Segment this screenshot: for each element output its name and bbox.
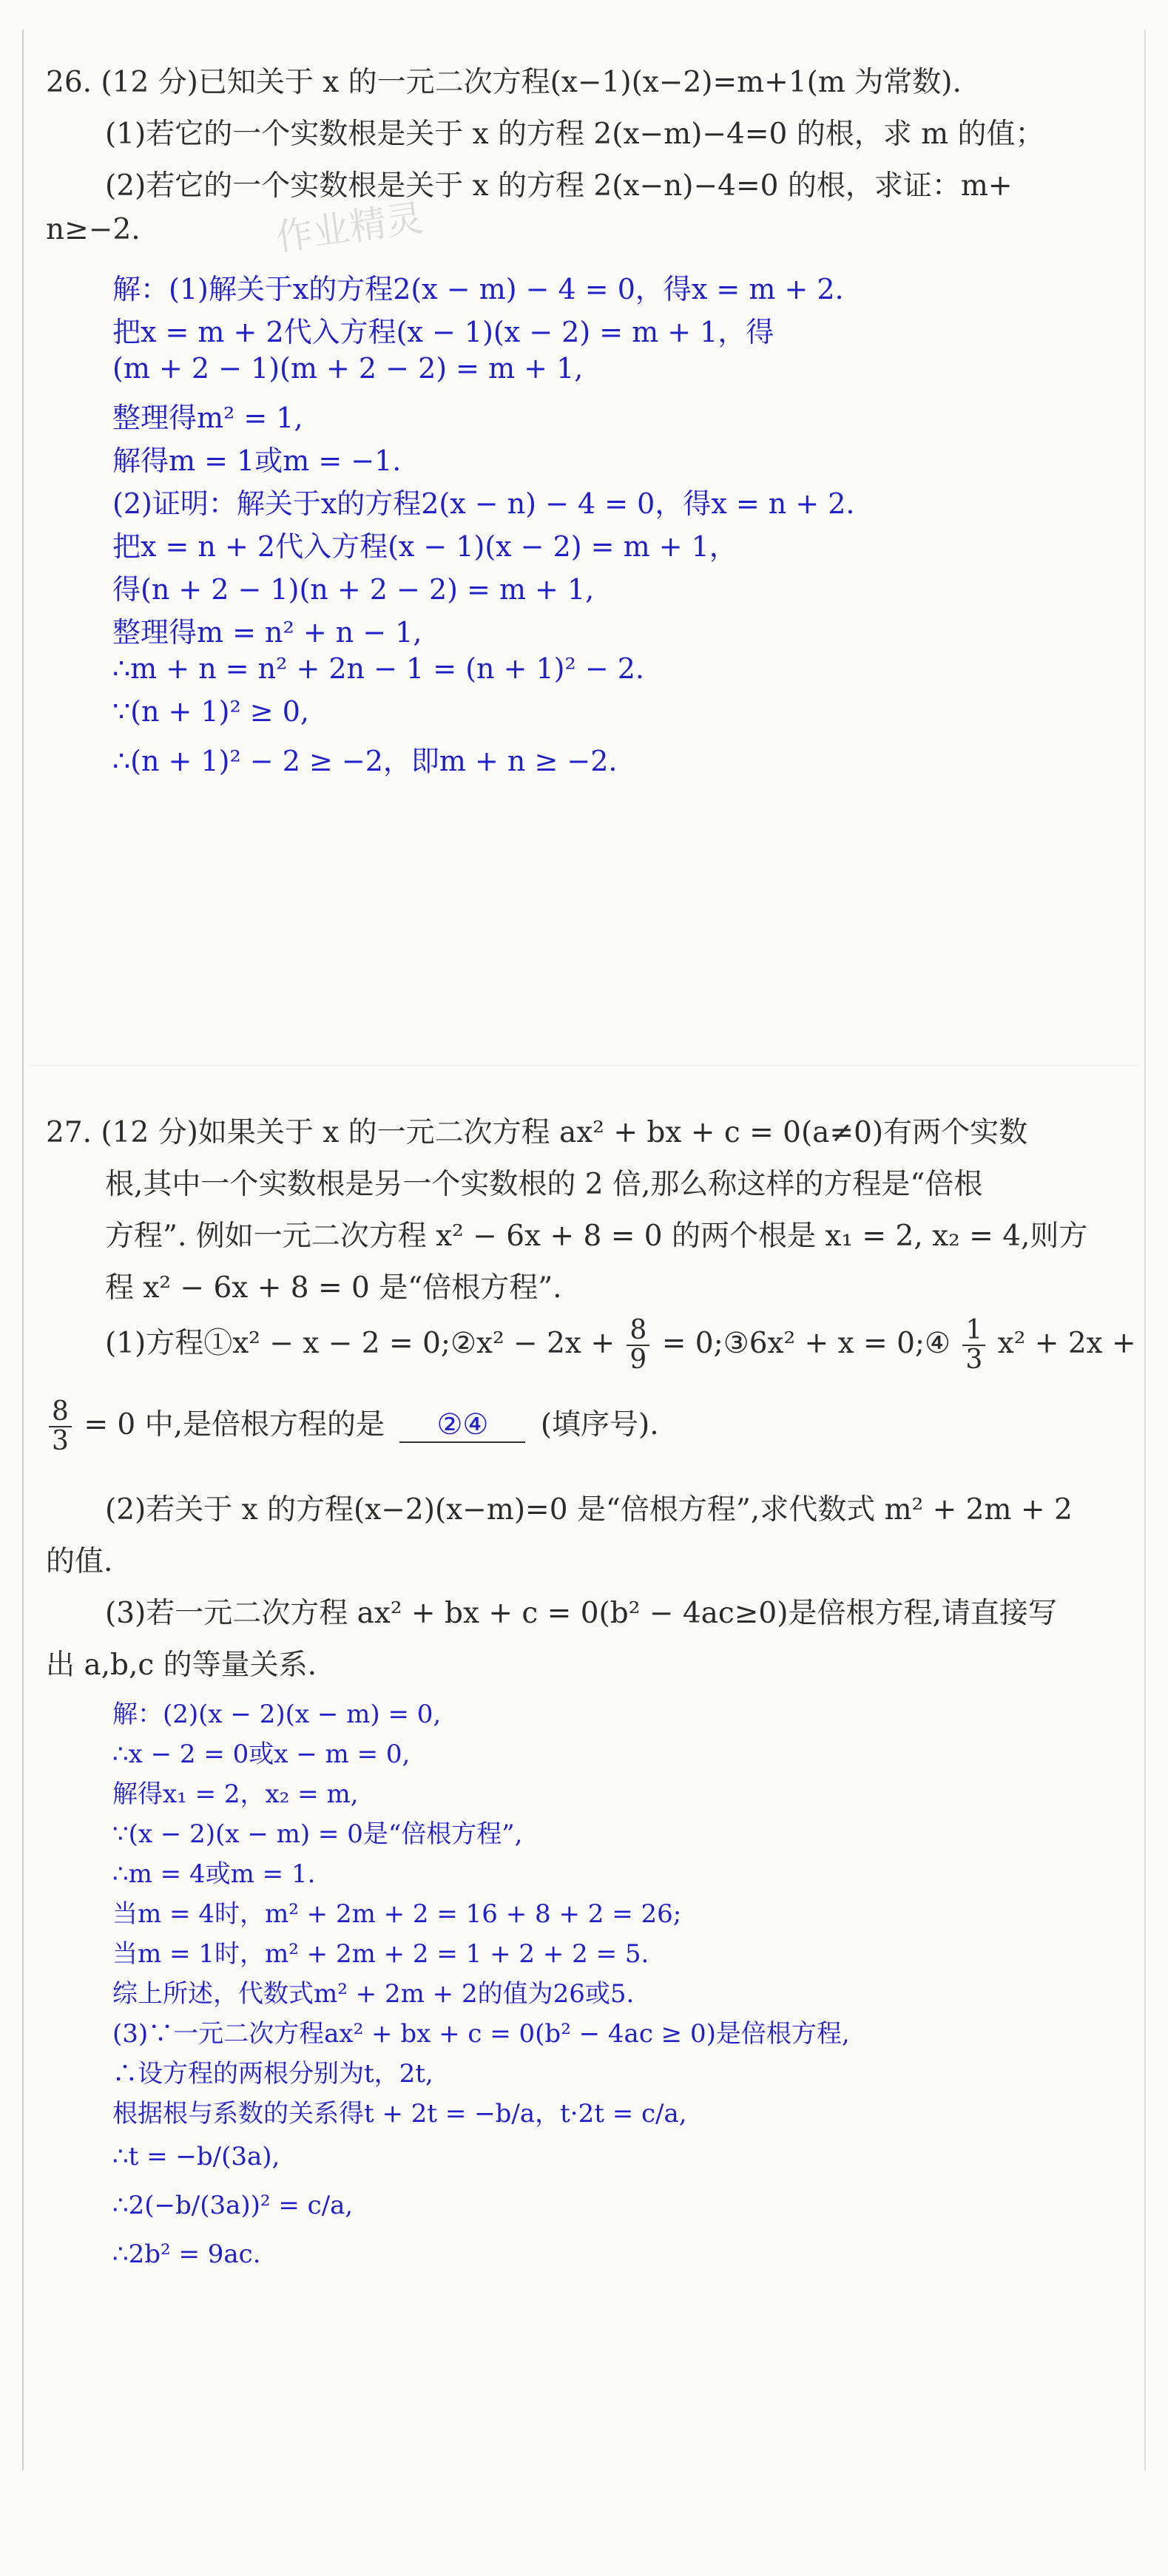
q27-part1-tail: (填序号).	[540, 1407, 659, 1441]
q27-sol-line-3: 解得x₁ = 2，x₂ = m,	[112, 1779, 359, 1809]
q26-sol-line-2: 把x = m + 2代入方程(x − 1)(x − 2) = m + 1，得	[112, 316, 774, 348]
q27-part1-text: = 0 中,是倍根方程的是	[84, 1407, 385, 1441]
fraction-numerator: 8	[49, 1398, 72, 1427]
q27-part3-cont: 出 a,b,c 的等量关系.	[46, 1649, 317, 1682]
q27-part2-cont: 的值.	[46, 1545, 113, 1578]
page-border-right	[1144, 30, 1146, 2470]
watermark: 作业精灵	[273, 196, 426, 260]
q27-sol-line-4: ∵(x − 2)(x − m) = 0是“倍根方程”,	[112, 1819, 523, 1849]
q27-part3: (3)若一元二次方程 ax² + bx + c = 0(b² − 4ac≥0)是倍根方程,请直接写	[105, 1597, 1057, 1630]
q27-stem-3: 方程”. 例如一元二次方程 x² − 6x + 8 = 0 的两个根是 x₁ = 2, x₂ = 4,则方	[105, 1220, 1088, 1253]
q27-sol-line-13: ∴2(−b/(3a))² = c/a,	[112, 2191, 354, 2220]
fraction-denominator: 3	[965, 1344, 983, 1375]
q27-sol-line-8: 综上所述，代数式m² + 2m + 2的值为26或5.	[112, 1979, 635, 2009]
q26-sol-line-1: 解：(1)解关于x的方程2(x − m) − 4 = 0，得x = m + 2.	[112, 273, 844, 305]
section-divider	[30, 1065, 1139, 1066]
q26-stem: 26. (12 分)已知关于 x 的一元二次方程(x−1)(x−2)=m+1(m 为常数).	[46, 66, 962, 99]
q27-sol-line-11: 根据根与系数的关系得t + 2t = −b/a，t·2t = c/a,	[112, 2099, 687, 2129]
fraction-8-9	[627, 1316, 649, 1374]
page-border-left	[22, 30, 24, 2470]
q26-part2: (2)若它的一个实数根是关于 x 的方程 2(x−n)−4=0 的根，求证：m+	[105, 169, 1013, 203]
q26-sol-line-10: ∴m + n = n² + 2n − 1 = (n + 1)² − 2.	[112, 652, 644, 685]
q27-sol-line-2: ∴x − 2 = 0或x − m = 0,	[112, 1740, 411, 1769]
q26-sol-line-6: (2)证明：解关于x的方程2(x − n) − 4 = 0，得x = n + 2.	[112, 487, 855, 520]
q27-sol-line-5: ∴m = 4或m = 1.	[112, 1859, 316, 1889]
q27-sol-line-14: ∴2b² = 9ac.	[112, 2239, 261, 2269]
q27-stem-2: 根,其中一个实数根是另一个实数根的 2 倍,那么称这样的方程是“倍根	[105, 1168, 983, 1201]
q27-part1-mid: = 0;③6x² + x = 0;④	[661, 1326, 951, 1360]
q27-sol-line-12: ∴t = −b/(3a),	[112, 2142, 280, 2171]
q27-part1-post: x² + 2x +	[997, 1326, 1136, 1360]
fraction-denominator: 3	[52, 1425, 69, 1456]
q26-sol-line-3: (m + 2 − 1)(m + 2 − 2) = m + 1,	[112, 352, 584, 385]
q27-stem-4: 程 x² − 6x + 8 = 0 是“倍根方程”.	[105, 1271, 562, 1305]
q26-part1: (1)若它的一个实数根是关于 x 的方程 2(x−m)−4=0 的根，求 m 的值；	[105, 118, 1044, 151]
fraction-numerator: 1	[962, 1316, 985, 1346]
q27-part1-line2	[46, 1398, 659, 1456]
q27-part1-pre: (1)方程①x² − x − 2 = 0;②x² − 2x +	[105, 1326, 615, 1360]
answer-blank: ②④	[399, 1408, 525, 1443]
q27-part1-line1	[105, 1316, 1136, 1374]
q27-sol-line-7: 当m = 1时，m² + 2m + 2 = 1 + 2 + 2 = 5.	[112, 1939, 649, 1969]
q26-sol-line-4: 整理得m² = 1,	[112, 402, 303, 434]
fraction-numerator: 8	[627, 1316, 649, 1346]
q26-sol-line-9: 整理得m = n² + n − 1,	[112, 616, 422, 649]
q26-sol-line-5: 解得m = 1或m = −1.	[112, 444, 402, 477]
fraction-denominator: 9	[629, 1344, 647, 1375]
q27-stem-1: 27. (12 分)如果关于 x 的一元二次方程 ax² + bx + c = 0(a≠0)有两个实数	[46, 1116, 1028, 1149]
q26-sol-line-7: 把x = n + 2代入方程(x − 1)(x − 2) = m + 1，	[112, 530, 737, 563]
q26-sol-line-8: 得(n + 2 − 1)(n + 2 − 2) = m + 1,	[112, 573, 595, 606]
fraction-8-3	[49, 1398, 72, 1456]
q26-sol-line-11: ∵(n + 1)² ≥ 0,	[112, 695, 309, 728]
q27-sol-line-6: 当m = 4时，m² + 2m + 2 = 16 + 8 + 2 = 26;	[112, 1899, 682, 1929]
q27-sol-line-10: ∴设方程的两根分别为t，2t,	[112, 2059, 433, 2089]
q26-part2-cont: n≥−2.	[46, 213, 141, 246]
q27-sol-line-9: (3)∵一元二次方程ax² + bx + c = 0(b² − 4ac ≥ 0)是倍根方程,	[112, 2019, 850, 2049]
q27-part2: (2)若关于 x 的方程(x−2)(x−m)=0 是“倍根方程”,求代数式 m² + 2m + 2	[105, 1493, 1073, 1527]
q27-sol-line-1: 解：(2)(x − 2)(x − m) = 0,	[112, 1700, 442, 1729]
q26-sol-line-12: ∴(n + 1)² − 2 ≥ −2，即m + n ≥ −2.	[112, 745, 618, 777]
fraction-1-3	[962, 1316, 985, 1374]
